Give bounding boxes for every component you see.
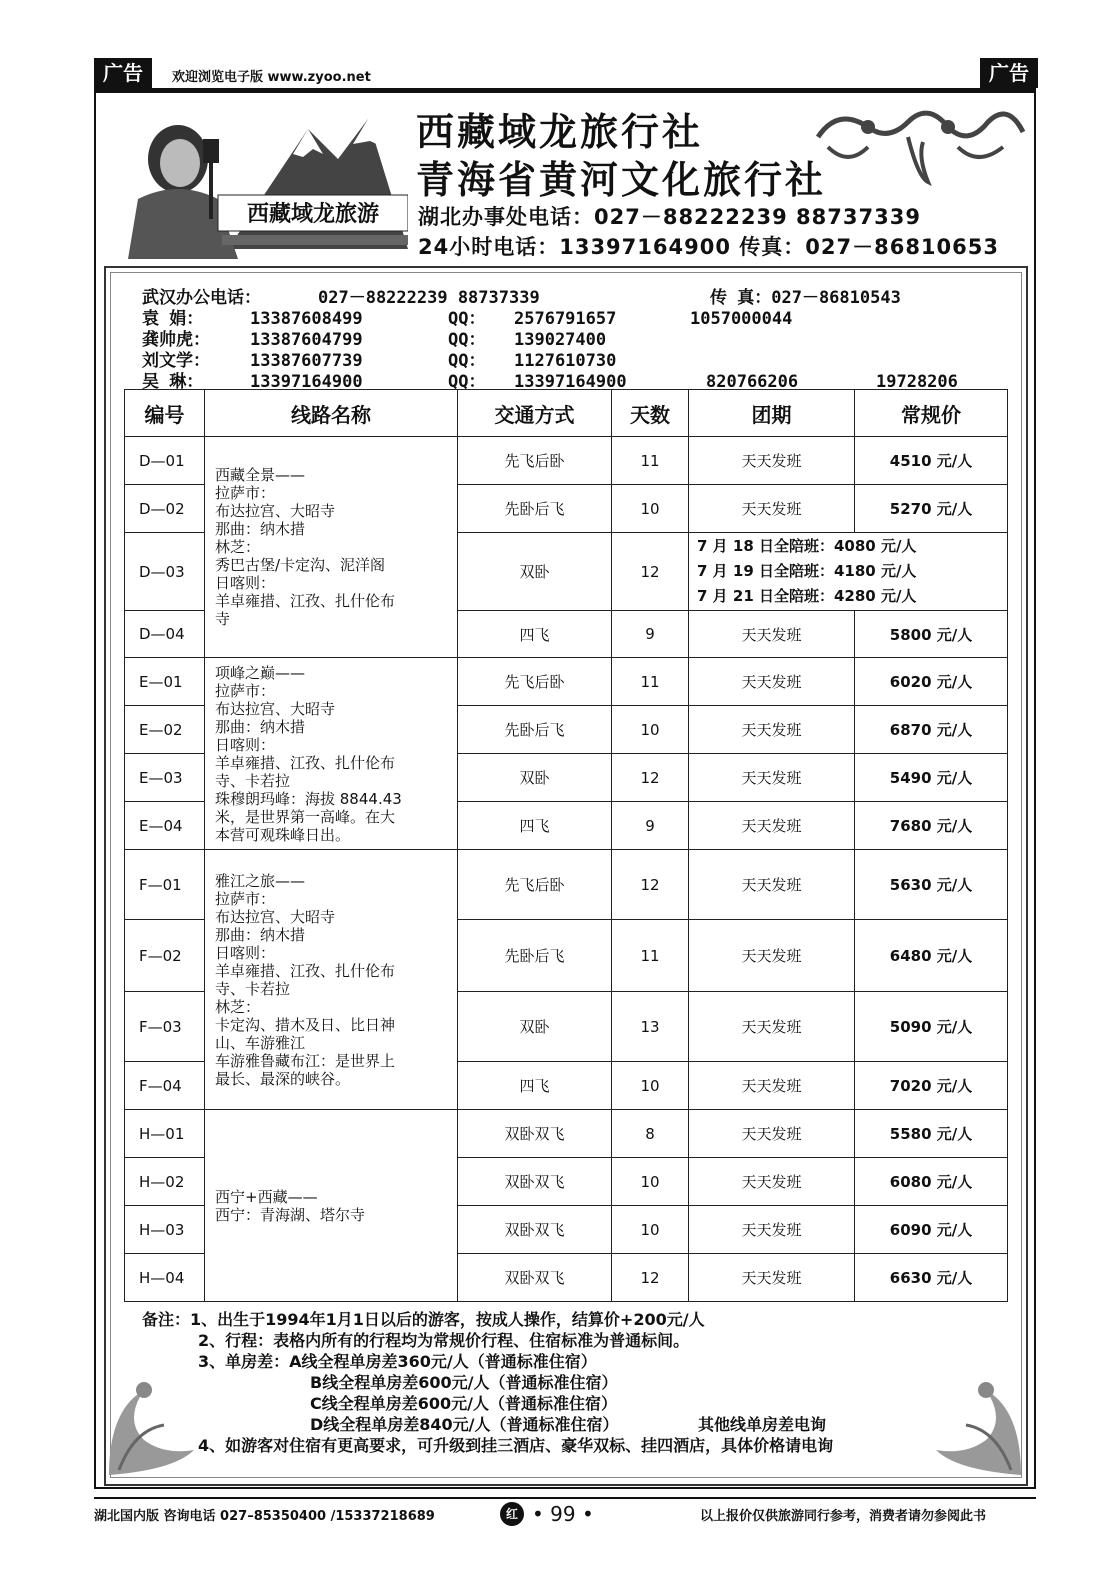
schedule: 天天发班 bbox=[689, 485, 855, 533]
transport: 四飞 bbox=[458, 802, 612, 850]
note-text: 2、行程：表格内所有的行程均为常规价行程、住宿标准为普通标间。 bbox=[198, 1331, 690, 1350]
contact-extra: 820766206 bbox=[706, 372, 799, 392]
days: 12 bbox=[612, 533, 689, 611]
route-code: H—01 bbox=[125, 1110, 205, 1158]
special-departure: 7 月 19 日全陪班：4180 元/人 bbox=[697, 562, 917, 580]
hotline-fax: 24小时电话：13397164900 传真：027－86810653 bbox=[418, 235, 999, 259]
schedule: 天天发班 bbox=[689, 992, 855, 1062]
note-text: 备注：1、出生于1994年1月1日以后的游客，按成人操作，结算价+200元/人 bbox=[142, 1310, 705, 1329]
transport: 双卧 bbox=[458, 992, 612, 1062]
note-line bbox=[142, 1435, 1002, 1456]
route-description bbox=[205, 850, 458, 1110]
contact-phone: 13397164900 bbox=[250, 372, 363, 392]
price: 5490 元/人 bbox=[855, 754, 1008, 802]
transport: 双卧双飞 bbox=[458, 1254, 612, 1302]
days: 10 bbox=[612, 706, 689, 754]
schedule: 天天发班 bbox=[689, 1110, 855, 1158]
route-text: 雅江之旅—— 拉萨市： 布达拉宫、大昭寺 那曲：纳木措 日喀则： 羊卓雍措、江孜、扎什伦布 寺、卡若拉 林芝： 卡定沟、措木及日、比日神 山、车游雅江 车游雅鲁藏布江：是世界上 最长、最深的峡谷。 bbox=[215, 871, 396, 1088]
schedule: 天天发班 bbox=[689, 1206, 855, 1254]
days: 9 bbox=[612, 611, 689, 658]
contact-extra: 19728206 bbox=[876, 372, 958, 392]
table-row bbox=[125, 850, 1008, 920]
days: 10 bbox=[612, 1206, 689, 1254]
price: 5580 元/人 bbox=[855, 1110, 1008, 1158]
transport: 双卧双飞 bbox=[458, 1158, 612, 1206]
contact-label: 武汉办公电话： bbox=[142, 288, 261, 308]
price: 4510 元/人 bbox=[855, 437, 1008, 485]
note-text: D线全程单房差840元/人（普通标准住宿） bbox=[310, 1415, 619, 1434]
note-line bbox=[142, 1393, 1002, 1414]
transport: 先卧后飞 bbox=[458, 920, 612, 992]
route-description bbox=[205, 1110, 458, 1302]
table-row bbox=[125, 1110, 1008, 1158]
price: 6870 元/人 bbox=[855, 706, 1008, 754]
contact-row bbox=[142, 351, 1012, 372]
route-code: D—01 bbox=[125, 437, 205, 485]
schedule: 天天发班 bbox=[689, 920, 855, 992]
price: 5630 元/人 bbox=[855, 850, 1008, 920]
route-code: F—04 bbox=[125, 1062, 205, 1110]
note-text: 4、如游客对住宿有更高要求，可升级到挂三酒店、豪华双标、挂四酒店，具体价格请电询 bbox=[198, 1436, 834, 1455]
ad-label-right: 广告 bbox=[980, 58, 1038, 88]
route-code: H—04 bbox=[125, 1254, 205, 1302]
price: 6090 元/人 bbox=[855, 1206, 1008, 1254]
transport: 先飞后卧 bbox=[458, 850, 612, 920]
header bbox=[96, 93, 1034, 263]
contact-phone: 027－88222239 88737339 bbox=[318, 288, 540, 308]
transport: 双卧双飞 bbox=[458, 1110, 612, 1158]
contact-label: 袁 娟： bbox=[142, 309, 204, 329]
days: 8 bbox=[612, 1110, 689, 1158]
price: 6630 元/人 bbox=[855, 1254, 1008, 1302]
ornament-icon bbox=[808, 97, 1028, 187]
days: 10 bbox=[612, 1158, 689, 1206]
contact-qq: 13397164900 bbox=[514, 372, 627, 392]
days: 10 bbox=[612, 1062, 689, 1110]
route-code: D—03 bbox=[125, 533, 205, 611]
contact-phone: 13387608499 bbox=[250, 309, 363, 329]
contact-qq-label: QQ： bbox=[448, 351, 486, 371]
route-description bbox=[205, 658, 458, 850]
header-price: 常规价 bbox=[855, 390, 1008, 437]
route-code: D—02 bbox=[125, 485, 205, 533]
route-code: D—04 bbox=[125, 611, 205, 658]
route-code: F—02 bbox=[125, 920, 205, 992]
schedule: 天天发班 bbox=[689, 802, 855, 850]
schedule: 天天发班 bbox=[689, 1254, 855, 1302]
price: 7020 元/人 bbox=[855, 1062, 1008, 1110]
days: 11 bbox=[612, 920, 689, 992]
days: 12 bbox=[612, 850, 689, 920]
transport: 先飞后卧 bbox=[458, 437, 612, 485]
note-line bbox=[142, 1372, 1002, 1393]
contact-label: 龚帅虎： bbox=[142, 330, 210, 350]
transport: 双卧双飞 bbox=[458, 1206, 612, 1254]
transport: 四飞 bbox=[458, 611, 612, 658]
route-text: 项峰之巅—— 拉萨市： 布达拉宫、大昭寺 那曲：纳木措 日喀则： 羊卓雍措、江孜、扎什伦布 寺、卡若拉 珠穆朗玛峰：海拔 8844.43 米，是世界第一高峰。在大 本营可观珠峰日出。 bbox=[215, 663, 402, 844]
routes-table bbox=[124, 389, 1008, 1302]
note-line bbox=[142, 1309, 1002, 1330]
bottom-divider bbox=[94, 1497, 1036, 1499]
header-transport: 交通方式 bbox=[458, 390, 612, 437]
route-code: E—01 bbox=[125, 658, 205, 706]
page-number bbox=[500, 1502, 594, 1526]
table-row bbox=[125, 658, 1008, 706]
contact-qq: 139027400 bbox=[514, 330, 607, 350]
special-departure: 7 月 21 日全陪班：4280 元/人 bbox=[697, 587, 917, 605]
contact-qq: 2576791657 bbox=[514, 309, 617, 329]
logo-image bbox=[108, 99, 408, 259]
contact-label: 吴 琳： bbox=[142, 372, 204, 392]
note-text: 其他线单房差电询 bbox=[698, 1415, 827, 1434]
schedule: 天天发班 bbox=[689, 754, 855, 802]
note-text: C线全程单房差600元/人（普通标准住宿） bbox=[310, 1394, 617, 1413]
route-code: H—02 bbox=[125, 1158, 205, 1206]
notes bbox=[142, 1309, 1002, 1456]
table-row bbox=[125, 437, 1008, 485]
header-schedule: 团期 bbox=[689, 390, 855, 437]
transport: 先飞后卧 bbox=[458, 658, 612, 706]
contacts bbox=[142, 288, 1012, 393]
route-text: 西宁+西藏—— 西宁：青海湖、塔尔寺 bbox=[215, 1187, 366, 1224]
note-line bbox=[142, 1351, 1002, 1372]
price: 5800 元/人 bbox=[855, 611, 1008, 658]
note-line bbox=[142, 1330, 1002, 1351]
price: 6080 元/人 bbox=[855, 1158, 1008, 1206]
transport: 先卧后飞 bbox=[458, 485, 612, 533]
route-description bbox=[205, 437, 458, 658]
route-code: E—02 bbox=[125, 706, 205, 754]
transport: 双卧 bbox=[458, 754, 612, 802]
header-code: 编号 bbox=[125, 390, 205, 437]
special-departure: 7 月 18 日全陪班：4080 元/人 bbox=[697, 537, 917, 555]
route-code: E—04 bbox=[125, 802, 205, 850]
hubei-office-phone: 湖北办事处电话：027－88222239 88737339 bbox=[418, 205, 921, 229]
schedule-special bbox=[689, 533, 1008, 611]
ad-label-left: 广告 bbox=[94, 58, 152, 88]
company-name-2: 青海省黄河文化旅行社 bbox=[416, 157, 827, 202]
contact-qq-label: QQ： bbox=[448, 330, 486, 350]
contact-qq-label: QQ： bbox=[448, 309, 486, 329]
days: 10 bbox=[612, 485, 689, 533]
contact-extra: 1057000044 bbox=[690, 309, 793, 329]
schedule: 天天发班 bbox=[689, 1158, 855, 1206]
schedule: 天天发班 bbox=[689, 850, 855, 920]
contact-phone: 13387607739 bbox=[250, 351, 363, 371]
page-number-text: • 99 • bbox=[532, 1502, 594, 1526]
days: 12 bbox=[612, 754, 689, 802]
contact-qq: 1127610730 bbox=[514, 351, 617, 371]
contact-qq-label: QQ： bbox=[448, 372, 486, 392]
schedule: 天天发班 bbox=[689, 706, 855, 754]
price: 6480 元/人 bbox=[855, 920, 1008, 992]
route-text: 西藏全景—— 拉萨市： 布达拉宫、大昭寺 那曲：纳木措 林芝： 秀巴古堡/卡定沟、泥洋阁 日喀则： 羊卓雍措、江孜、扎什伦布 寺 bbox=[215, 466, 396, 628]
price: 5090 元/人 bbox=[855, 992, 1008, 1062]
contact-label: 刘文学： bbox=[142, 351, 210, 371]
days: 11 bbox=[612, 437, 689, 485]
footer-disclaimer: 以上报价仅供旅游同行参考，消费者请勿参阅此书 bbox=[700, 1509, 987, 1524]
note-text: 3、单房差：A线全程单房差360元/人（普通标准住宿） bbox=[198, 1352, 597, 1371]
days: 11 bbox=[612, 658, 689, 706]
page-badge: 红 bbox=[500, 1502, 524, 1526]
days: 13 bbox=[612, 992, 689, 1062]
contact-row bbox=[142, 330, 1012, 351]
route-code: F—03 bbox=[125, 992, 205, 1062]
note-line bbox=[142, 1414, 1002, 1435]
schedule: 天天发班 bbox=[689, 437, 855, 485]
route-code: E—03 bbox=[125, 754, 205, 802]
days: 9 bbox=[612, 802, 689, 850]
schedule: 天天发班 bbox=[689, 611, 855, 658]
contact-phone: 13387604799 bbox=[250, 330, 363, 350]
schedule: 天天发班 bbox=[689, 658, 855, 706]
contact-fax: 传 真：027－86810543 bbox=[710, 288, 901, 308]
footer-edition: 湖北国内版 咨询电话 027–85350400 /15337218689 bbox=[94, 1509, 435, 1524]
welcome-text: 欢迎浏览电子版 www.zyoo.net bbox=[172, 70, 371, 85]
transport: 四飞 bbox=[458, 1062, 612, 1110]
note-text: B线全程单房差600元/人（普通标准住宿） bbox=[310, 1373, 618, 1392]
transport: 双卧 bbox=[458, 533, 612, 611]
route-code: H—03 bbox=[125, 1206, 205, 1254]
contact-row bbox=[142, 288, 1012, 309]
price: 5270 元/人 bbox=[855, 485, 1008, 533]
header-days: 天数 bbox=[612, 390, 689, 437]
route-code: F—01 bbox=[125, 850, 205, 920]
price: 7680 元/人 bbox=[855, 802, 1008, 850]
header-route: 线路名称 bbox=[205, 390, 458, 437]
logo-text: 西藏域龙旅游 bbox=[246, 201, 380, 227]
price: 6020 元/人 bbox=[855, 658, 1008, 706]
transport: 先卧后飞 bbox=[458, 706, 612, 754]
company-name-1: 西藏域龙旅行社 bbox=[416, 109, 704, 154]
days: 12 bbox=[612, 1254, 689, 1302]
table-header-row bbox=[125, 390, 1008, 437]
contact-row bbox=[142, 309, 1012, 330]
schedule: 天天发班 bbox=[689, 1062, 855, 1110]
